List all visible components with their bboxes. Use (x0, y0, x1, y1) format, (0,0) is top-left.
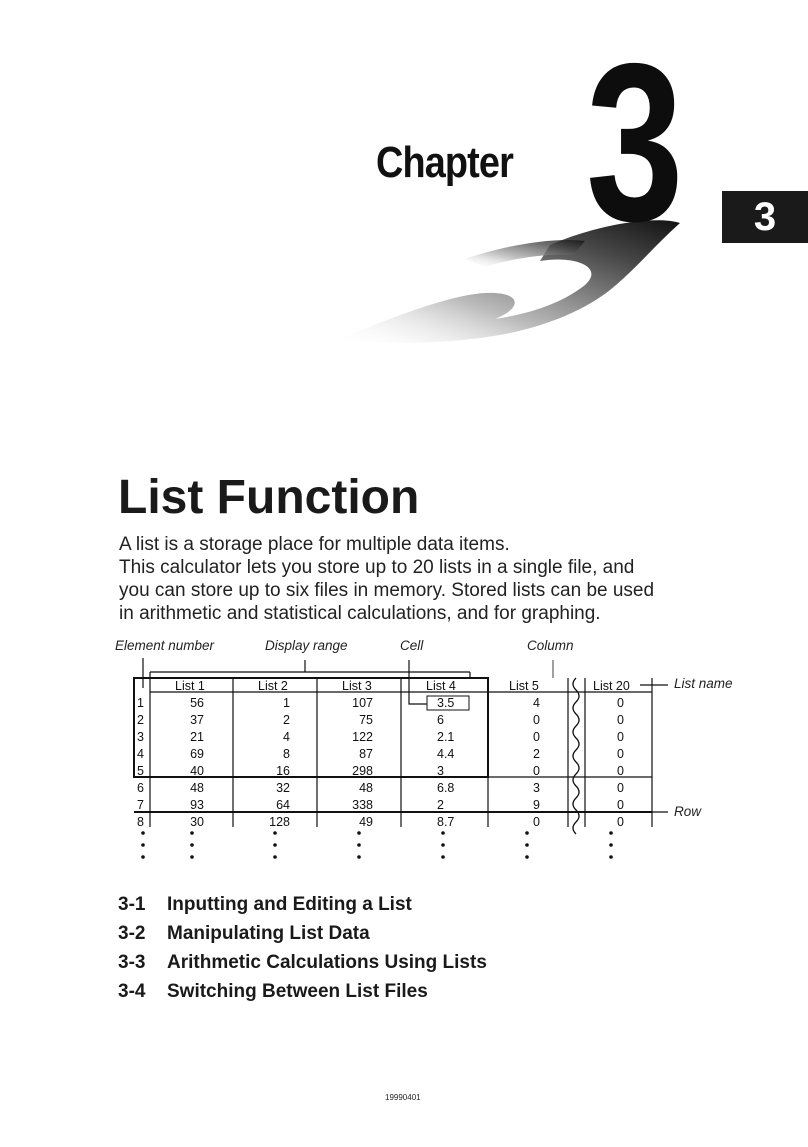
table-cell: 32 (276, 781, 290, 795)
label-row: Row (674, 804, 702, 819)
table-cell: 1 (283, 696, 290, 710)
table-cell: 0 (617, 713, 624, 727)
table-cell: 93 (190, 798, 204, 812)
continuation-dots (141, 831, 613, 859)
toc-text: Manipulating List Data (167, 923, 370, 944)
toc-text: Inputting and Editing a List (167, 894, 412, 915)
table-cell: 0 (533, 713, 540, 727)
chapter-tab: 3 (722, 191, 808, 243)
table-cell: 122 (352, 730, 373, 744)
list-editor-diagram (0, 630, 808, 890)
table-cell: 8.7 (437, 815, 455, 829)
table-cell: 4 (283, 730, 290, 744)
table-cell: 69 (190, 747, 204, 761)
element-number: 5 (137, 764, 144, 778)
label-display-range: Display range (265, 638, 348, 653)
table-cell: 2.1 (437, 730, 455, 744)
table-cell: 4.4 (437, 747, 455, 761)
column-header: List 1 (175, 679, 205, 693)
table-cell: 0 (617, 781, 624, 795)
table-cell: 0 (617, 815, 624, 829)
table-cell: 49 (359, 815, 373, 829)
element-number: 7 (137, 798, 144, 812)
element-number: 4 (137, 747, 144, 761)
table-cell: 0 (533, 815, 540, 829)
table-cell: 8 (283, 747, 290, 761)
table-cell: 75 (359, 713, 373, 727)
element-number: 8 (137, 815, 144, 829)
label-column: Column (527, 638, 574, 653)
column-header: List 3 (342, 679, 372, 693)
table-cell: 3.5 (437, 696, 455, 710)
toc-number: 3-3 (118, 952, 146, 973)
intro-line: in arithmetic and statistical calculations, and for graphing. (119, 603, 601, 624)
intro-paragraph (119, 533, 699, 625)
column-header: List 2 (258, 679, 288, 693)
column-header: List 5 (509, 679, 539, 693)
chapter-number: 3 (586, 16, 684, 268)
table-cell: 48 (190, 781, 204, 795)
table-cell: 0 (533, 730, 540, 744)
footer-code: 19990401 (385, 1093, 421, 1102)
element-number: 1 (137, 696, 144, 710)
intro-line: you can store up to six files in memory. Stored lists can be used (119, 580, 655, 601)
table-cell: 48 (359, 781, 373, 795)
label-list-name: List name (674, 676, 733, 691)
table-cell: 6.8 (437, 781, 455, 795)
table-cell: 298 (352, 764, 373, 778)
table-cell: 64 (276, 798, 290, 812)
table-cell: 16 (276, 764, 290, 778)
table-cell: 40 (190, 764, 204, 778)
table-cell: 2 (437, 798, 444, 812)
table-cell: 21 (190, 730, 204, 744)
label-element-number: Element number (115, 638, 215, 653)
table-cell: 0 (617, 764, 624, 778)
column-break-wave (573, 678, 579, 834)
page-title: List Function (118, 471, 420, 524)
table-cell: 128 (269, 815, 290, 829)
table-cell: 6 (437, 713, 444, 727)
intro-line: A list is a storage place for multiple data items. (119, 534, 510, 555)
table-cell: 0 (617, 747, 624, 761)
toc-number: 3-4 (118, 981, 146, 1002)
element-number: 2 (137, 713, 144, 727)
cell-leader (409, 660, 427, 704)
element-number: 3 (137, 730, 144, 744)
toc-number: 3-1 (118, 894, 146, 915)
table-cell: 30 (190, 815, 204, 829)
chapter-word: Chapter (376, 138, 513, 187)
intro-line: This calculator lets you store up to 20 lists in a single file, and (119, 557, 635, 578)
toc-text: Switching Between List Files (167, 981, 428, 1002)
table-cell: 107 (352, 696, 373, 710)
table-cell: 0 (533, 764, 540, 778)
table-cell: 2 (533, 747, 540, 761)
table-cell: 0 (617, 730, 624, 744)
table-cell: 2 (283, 713, 290, 727)
column-header: List 20 (593, 679, 630, 693)
table-cell: 0 (617, 798, 624, 812)
table-cell: 9 (533, 798, 540, 812)
toc-text: Arithmetic Calculations Using Lists (167, 952, 487, 973)
table-cell: 4 (533, 696, 540, 710)
label-cell: Cell (400, 638, 424, 653)
element-number: 6 (137, 781, 144, 795)
diagram-lines (0, 630, 808, 890)
table-cell: 3 (437, 764, 444, 778)
toc-number: 3-2 (118, 923, 146, 944)
table-cell: 56 (190, 696, 204, 710)
table-cell: 0 (617, 696, 624, 710)
table-cell: 87 (359, 747, 373, 761)
table-cell: 338 (352, 798, 373, 812)
column-header: List 4 (426, 679, 456, 693)
table-cell: 37 (190, 713, 204, 727)
table-cell: 3 (533, 781, 540, 795)
